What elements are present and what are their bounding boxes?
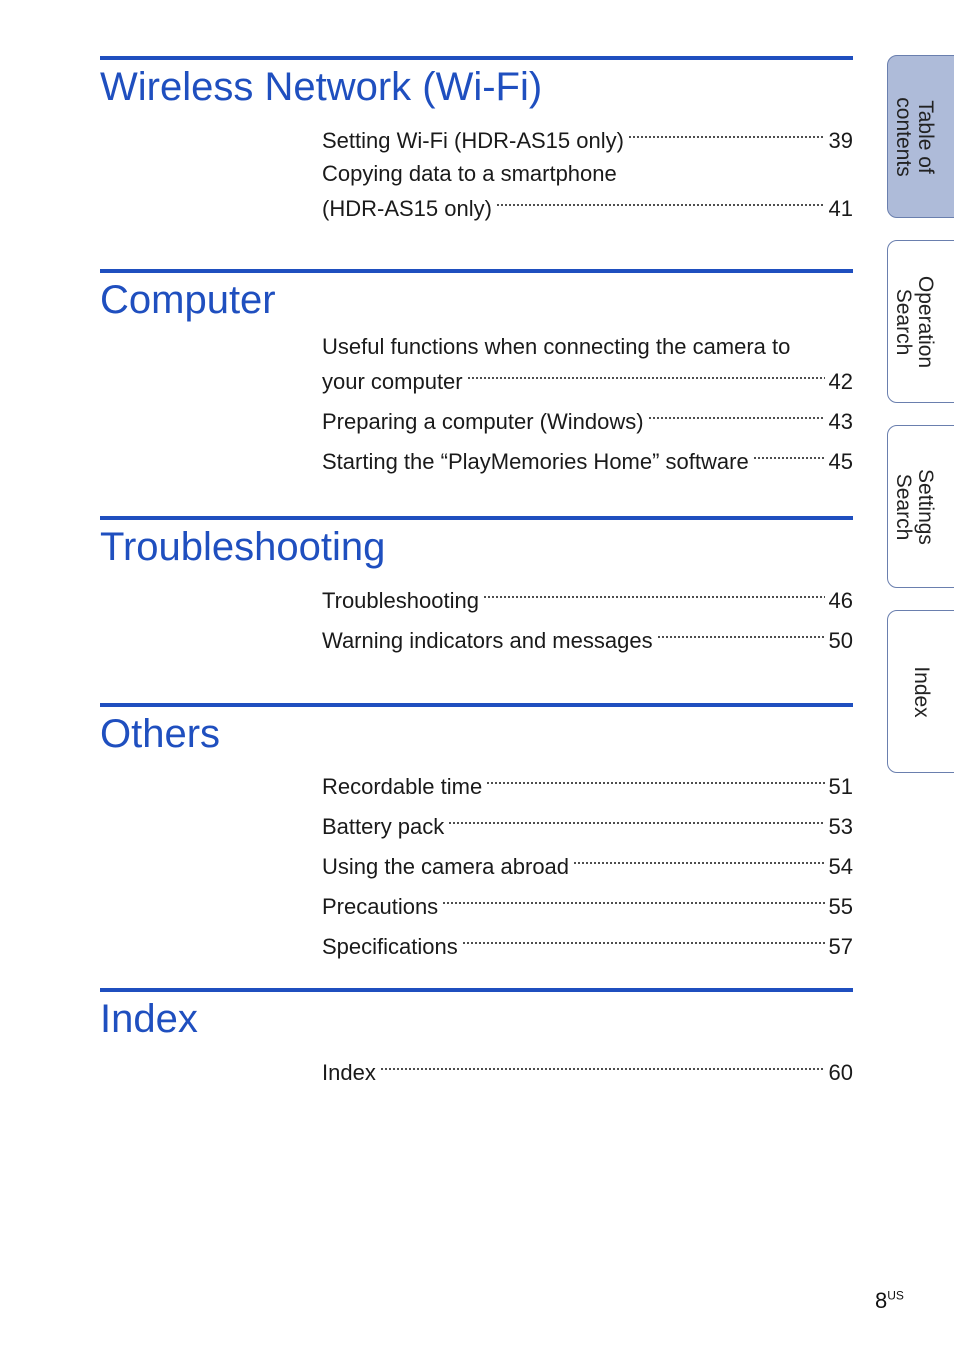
entry-label: Troubleshooting — [322, 588, 479, 613]
dot-leader — [573, 846, 824, 874]
toc-entry-specifications[interactable] — [322, 926, 853, 961]
section-wifi — [100, 56, 853, 110]
tab-label: Table of contents — [892, 96, 937, 177]
toc-entry-troubleshooting[interactable] — [322, 580, 853, 615]
toc-entry-setting-wifi[interactable] — [322, 120, 853, 155]
toc-entry-starting-playmemories[interactable] — [322, 441, 853, 476]
toc-entry-recordable-time[interactable] — [322, 766, 853, 801]
section-rule — [100, 269, 853, 273]
entry-label-line1: Copying data to a smartphone — [322, 161, 617, 186]
dot-leader — [753, 441, 825, 469]
section-title: Index — [100, 997, 198, 1041]
tab-table-of-contents[interactable] — [887, 55, 954, 218]
toc-entry-useful-functions[interactable] — [322, 333, 853, 396]
entry-label: Preparing a computer (Windows) — [322, 409, 644, 434]
tab-label: Operation Search — [892, 275, 937, 368]
entry-label: Using the camera abroad — [322, 854, 570, 879]
entry-page: 54 — [828, 854, 853, 879]
toc-entry-camera-abroad[interactable] — [322, 846, 853, 881]
dot-leader — [462, 926, 825, 954]
dot-leader — [380, 1052, 825, 1080]
dot-leader — [496, 188, 825, 216]
wifi-entries — [322, 120, 853, 228]
entry-page: 60 — [828, 1060, 853, 1085]
entry-page: 45 — [828, 449, 853, 474]
computer-entries — [322, 333, 853, 481]
toc-entry-copying-data[interactable] — [322, 160, 853, 223]
troubleshooting-entries — [322, 580, 853, 660]
section-others — [100, 703, 853, 757]
tab-index[interactable] — [887, 610, 954, 773]
entry-page: 51 — [828, 774, 853, 799]
dot-leader — [628, 120, 825, 148]
section-rule — [100, 703, 853, 707]
section-index — [100, 988, 853, 1042]
section-rule — [100, 56, 853, 60]
entry-label: (HDR-AS15 only) — [322, 196, 492, 221]
section-title: Others — [100, 712, 221, 756]
tab-label: Settings Search — [892, 468, 937, 545]
index-entries — [322, 1052, 853, 1092]
tab-label: Index — [910, 665, 933, 718]
entry-label: Setting Wi-Fi (HDR-AS15 only) — [322, 128, 624, 153]
entry-label: Battery pack — [322, 814, 445, 839]
entry-page: 42 — [828, 369, 853, 394]
entry-page: 53 — [828, 814, 853, 839]
entry-label: Warning indicators and messages — [322, 628, 653, 653]
toc-entry-preparing-computer[interactable] — [322, 401, 853, 436]
toc-entry-warning-indicators[interactable] — [322, 620, 853, 655]
section-title: Computer — [100, 278, 276, 322]
entry-page: 55 — [828, 894, 853, 919]
page-number-suffix: US — [887, 1288, 904, 1303]
section-title: Wireless Network (Wi-Fi) — [100, 65, 543, 109]
toc-entry-index[interactable] — [322, 1052, 853, 1087]
entry-label-line1: Useful functions when connecting the camera to — [322, 334, 791, 359]
entry-page: 43 — [828, 409, 853, 434]
section-troubleshooting — [100, 516, 853, 570]
others-entries — [322, 766, 853, 966]
section-title: Troubleshooting — [100, 525, 386, 569]
entry-label: Specifications — [322, 934, 458, 959]
entry-page: 41 — [828, 196, 853, 221]
entry-page: 39 — [828, 128, 853, 153]
dot-leader — [486, 766, 824, 794]
dot-leader — [448, 806, 824, 834]
entry-page: 46 — [828, 588, 853, 613]
dot-leader — [657, 620, 825, 648]
section-rule — [100, 516, 853, 520]
toc-entry-battery-pack[interactable] — [322, 806, 853, 841]
entry-label: Recordable time — [322, 774, 483, 799]
dot-leader — [483, 580, 825, 608]
entry-label: Index — [322, 1060, 376, 1085]
toc-entry-precautions[interactable] — [322, 886, 853, 921]
section-computer — [100, 269, 853, 323]
entry-page: 50 — [828, 628, 853, 653]
tab-operation-search[interactable] — [887, 240, 954, 403]
dot-leader — [648, 401, 825, 429]
section-rule — [100, 988, 853, 992]
dot-leader — [442, 886, 824, 914]
entry-page: 57 — [828, 934, 853, 959]
entry-label: Precautions — [322, 894, 439, 919]
entry-label: your computer — [322, 369, 463, 394]
page-number: $8^{US}$ — [875, 1288, 904, 1313]
entry-label: Starting the “PlayMemories Home” software — [322, 449, 749, 474]
tab-settings-search[interactable] — [887, 425, 954, 588]
dot-leader — [467, 361, 825, 389]
